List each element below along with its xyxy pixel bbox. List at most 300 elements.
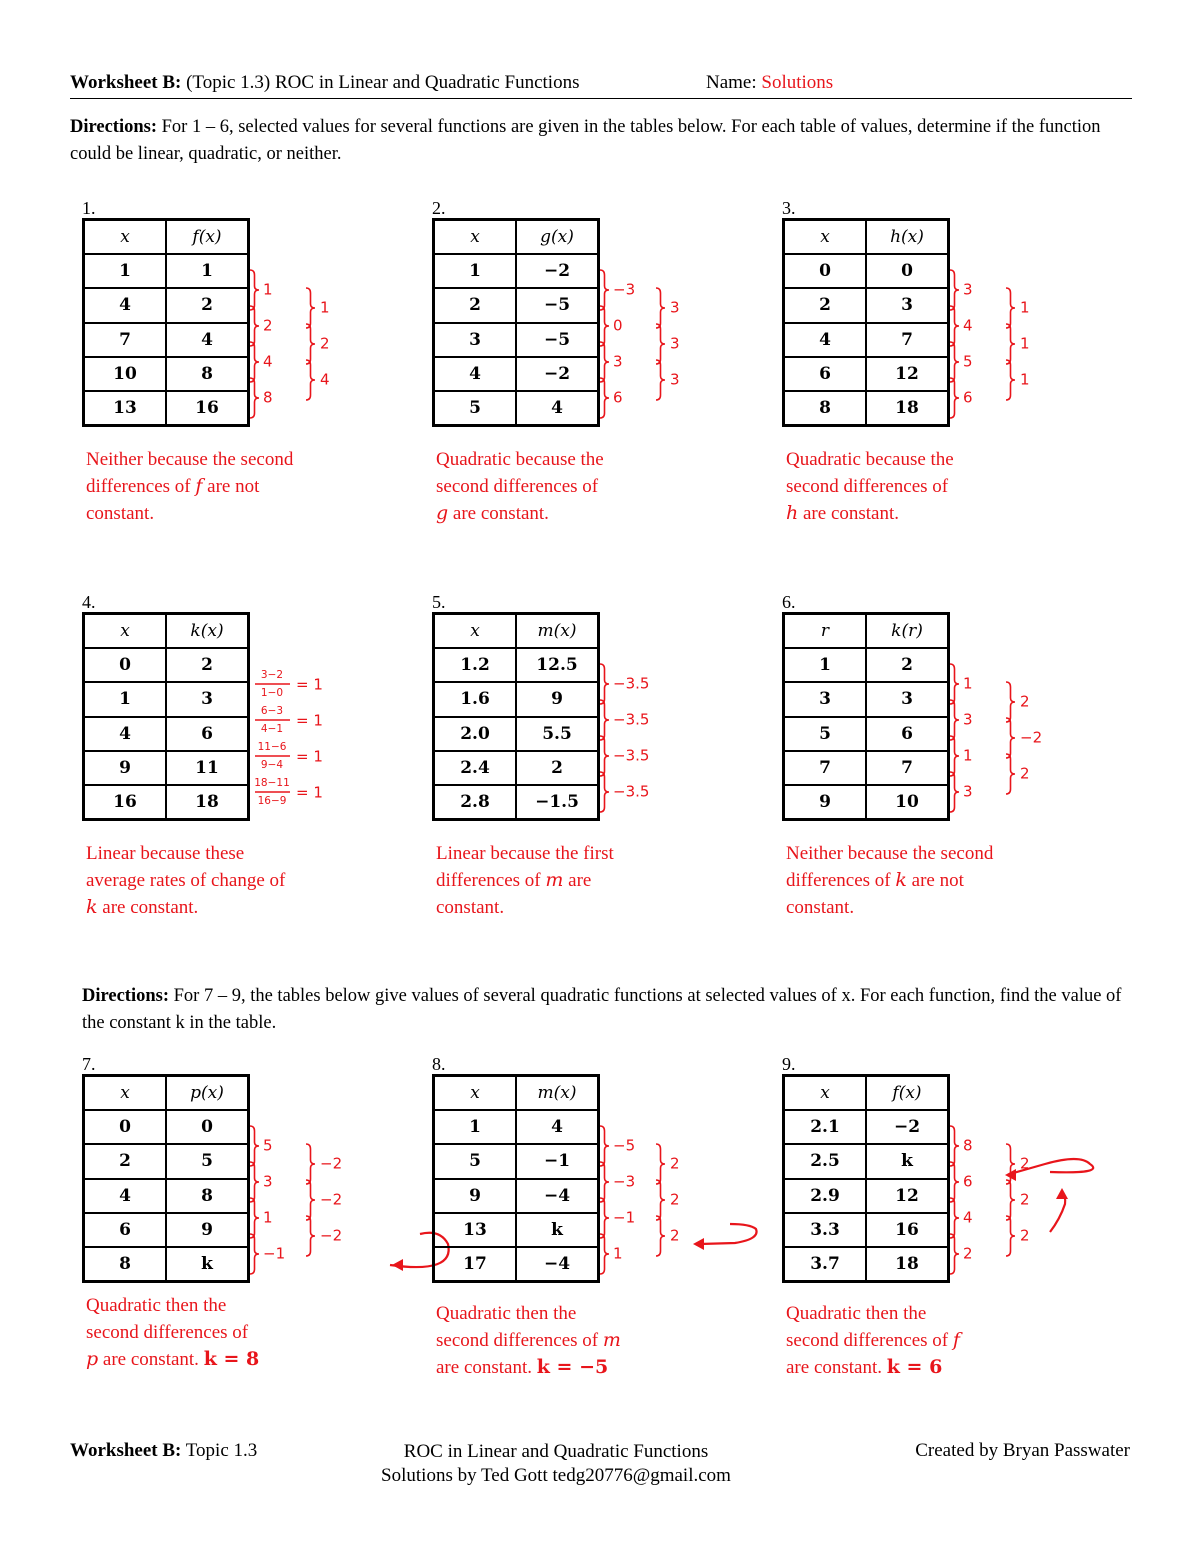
output-cell: −4 bbox=[516, 1179, 599, 1213]
directions-1 bbox=[70, 114, 1135, 168]
table-row bbox=[84, 751, 249, 785]
input-cell: 1 bbox=[84, 254, 167, 288]
answer-variable: h bbox=[786, 502, 799, 524]
answer-variable: p bbox=[86, 1348, 99, 1370]
page-header bbox=[70, 72, 1132, 99]
column-header-output: g(x) bbox=[516, 220, 599, 255]
input-cell: 6 bbox=[84, 1213, 167, 1247]
first-difference-label: −5 bbox=[613, 1136, 636, 1155]
answer-result: k = −5 bbox=[536, 1356, 609, 1378]
input-cell: 13 bbox=[84, 391, 167, 426]
first-difference-brace bbox=[600, 270, 609, 310]
problem-7-annotations bbox=[250, 1074, 450, 1314]
second-difference-brace bbox=[656, 288, 665, 328]
name-field bbox=[706, 72, 833, 94]
table-row bbox=[84, 648, 249, 682]
problem-9-annotations bbox=[950, 1074, 1150, 1314]
output-cell: 9 bbox=[516, 682, 599, 716]
table-row bbox=[434, 682, 599, 716]
input-cell: 2.1 bbox=[784, 1110, 867, 1144]
input-cell: 0 bbox=[784, 254, 867, 288]
input-cell: 2 bbox=[84, 1144, 167, 1178]
table-row bbox=[434, 391, 599, 426]
rate-denominator: 16−9 bbox=[257, 795, 287, 807]
answer-text: constant. bbox=[86, 503, 155, 524]
table-header-row bbox=[434, 614, 599, 649]
answer-text: differences of bbox=[786, 870, 896, 891]
output-cell: 5.5 bbox=[516, 717, 599, 751]
output-cell: 7 bbox=[866, 323, 949, 357]
input-cell: 1 bbox=[784, 648, 867, 682]
answer-text: are constant. bbox=[98, 1349, 204, 1370]
output-cell: k bbox=[866, 1144, 949, 1178]
problem-7-answer bbox=[86, 1292, 416, 1373]
second-difference-label: 2 bbox=[670, 1190, 680, 1209]
answer-text: differences of bbox=[436, 870, 546, 891]
average-rate-fraction bbox=[254, 777, 323, 807]
rate-denominator: 1−0 bbox=[260, 687, 284, 699]
table-row bbox=[84, 682, 249, 716]
problem-6-annotations bbox=[950, 612, 1150, 852]
table-row bbox=[84, 323, 249, 357]
table-header-row bbox=[84, 220, 249, 255]
input-cell: 4 bbox=[784, 323, 867, 357]
input-cell: 13 bbox=[434, 1213, 517, 1247]
first-difference-brace bbox=[250, 1234, 259, 1274]
first-difference-brace bbox=[250, 306, 259, 346]
problem-9-answer bbox=[786, 1300, 1116, 1381]
directions-1-label: Directions: bbox=[70, 117, 157, 137]
output-cell: 4 bbox=[516, 391, 599, 426]
output-cell: 2 bbox=[166, 648, 249, 682]
header-title: (Topic 1.3) ROC in Linear and Quadratic Functions bbox=[181, 72, 580, 93]
problem-8-table bbox=[432, 1074, 600, 1283]
rate-numerator: 6−3 bbox=[260, 705, 284, 717]
rate-value: = 1 bbox=[296, 675, 323, 694]
column-header-output: m(x) bbox=[516, 614, 599, 649]
answer-text: Linear because these bbox=[86, 843, 245, 864]
answer-text: Neither because the second bbox=[86, 449, 294, 470]
answer-text: second differences of bbox=[786, 1330, 953, 1351]
output-cell: −2 bbox=[866, 1110, 949, 1144]
first-difference-label: 3 bbox=[613, 352, 623, 371]
input-cell: 2 bbox=[784, 288, 867, 322]
problem-7-number: 7. bbox=[82, 1054, 96, 1074]
second-difference-label: 3 bbox=[670, 370, 680, 389]
problem-2-answer bbox=[436, 446, 766, 527]
column-header-output: m(x) bbox=[516, 1076, 599, 1111]
output-cell: 0 bbox=[166, 1110, 249, 1144]
backtrack-arrow bbox=[700, 1224, 757, 1244]
input-cell: 1 bbox=[84, 682, 167, 716]
problem-2-table bbox=[432, 218, 600, 427]
table-row bbox=[434, 648, 599, 682]
problem-8-answer bbox=[436, 1300, 766, 1381]
problem-4-table bbox=[82, 612, 250, 821]
table-row bbox=[434, 717, 599, 751]
first-difference-label: −1 bbox=[263, 1244, 286, 1263]
second-difference-label: 2 bbox=[1020, 692, 1030, 711]
table-header-row bbox=[84, 1076, 249, 1111]
directions-1-text: For 1 – 6, selected values for several functions are given in the tables below. For each table of values, determine if the function could be linear, quadratic, or neither. bbox=[70, 117, 1101, 164]
second-difference-brace bbox=[306, 324, 315, 364]
second-difference-brace bbox=[306, 360, 315, 400]
answer-text: Quadratic because the bbox=[436, 449, 604, 470]
column-header-input: x bbox=[84, 1076, 167, 1111]
column-header-input: x bbox=[84, 220, 167, 255]
rate-numerator: 3−2 bbox=[260, 669, 284, 681]
rate-denominator: 4−1 bbox=[260, 723, 284, 735]
answer-text: are constant. bbox=[436, 1357, 537, 1378]
table-header-row bbox=[784, 614, 949, 649]
answer-text: are not bbox=[202, 476, 260, 497]
second-difference-label: 1 bbox=[1020, 370, 1030, 389]
rate-value: = 1 bbox=[296, 711, 323, 730]
problem-9-number: 9. bbox=[782, 1054, 796, 1074]
table-row bbox=[784, 785, 949, 820]
answer-text: are constant. bbox=[448, 503, 549, 524]
first-difference-label: −3.5 bbox=[613, 674, 650, 693]
output-cell: 8 bbox=[166, 1179, 249, 1213]
answer-variable: k bbox=[895, 869, 907, 891]
input-cell: 16 bbox=[84, 785, 167, 820]
first-difference-brace bbox=[600, 342, 609, 382]
answer-variable: m bbox=[545, 869, 564, 891]
input-cell: 7 bbox=[784, 751, 867, 785]
answer-variable: f bbox=[952, 1329, 960, 1351]
table-row bbox=[784, 357, 949, 391]
table-row bbox=[434, 751, 599, 785]
column-header-output: f(x) bbox=[166, 220, 249, 255]
average-rate-fraction bbox=[255, 669, 323, 699]
name-value: Solutions bbox=[761, 72, 834, 93]
table-row bbox=[84, 391, 249, 426]
first-difference-label: 2 bbox=[963, 1244, 973, 1263]
column-header-input: r bbox=[784, 614, 867, 649]
rate-denominator: 9−4 bbox=[260, 759, 284, 771]
footer-center bbox=[300, 1440, 812, 1488]
first-difference-label: 1 bbox=[263, 280, 273, 299]
column-header-input: x bbox=[784, 1076, 867, 1111]
problem-4-number: 4. bbox=[82, 592, 96, 612]
first-difference-label: 3 bbox=[963, 280, 973, 299]
second-difference-brace bbox=[1006, 754, 1015, 794]
second-difference-brace bbox=[306, 1180, 315, 1220]
first-difference-brace bbox=[600, 700, 609, 740]
answer-text: are constant. bbox=[786, 1357, 887, 1378]
answer-text: are constant. bbox=[97, 897, 199, 918]
output-cell: −2 bbox=[516, 357, 599, 391]
table-row bbox=[784, 1110, 949, 1144]
second-difference-label: 3 bbox=[670, 334, 680, 353]
answer-text: are bbox=[563, 870, 592, 891]
problem-5-table bbox=[432, 612, 600, 821]
header-title-bold: Worksheet B: bbox=[70, 72, 182, 93]
table-row bbox=[784, 288, 949, 322]
output-cell: 2 bbox=[166, 288, 249, 322]
output-cell: 18 bbox=[166, 785, 249, 820]
table-row bbox=[434, 323, 599, 357]
second-difference-label: −2 bbox=[320, 1154, 343, 1173]
second-difference-brace bbox=[1006, 360, 1015, 400]
output-cell: 5 bbox=[166, 1144, 249, 1178]
column-header-input: x bbox=[784, 220, 867, 255]
first-difference-brace bbox=[600, 736, 609, 776]
problem-6-table bbox=[782, 612, 950, 821]
output-cell: 2 bbox=[866, 648, 949, 682]
table-row bbox=[84, 288, 249, 322]
second-difference-label: 2 bbox=[1020, 1226, 1030, 1245]
first-difference-brace bbox=[600, 378, 609, 418]
second-difference-brace bbox=[656, 360, 665, 400]
second-difference-brace bbox=[306, 288, 315, 328]
first-difference-label: 1 bbox=[963, 746, 973, 765]
answer-variable: m bbox=[602, 1329, 621, 1351]
first-difference-label: 1 bbox=[963, 674, 973, 693]
input-cell: 2 bbox=[434, 288, 517, 322]
input-cell: 2.0 bbox=[434, 717, 517, 751]
problem-4-answer bbox=[86, 840, 416, 921]
output-cell: 1 bbox=[166, 254, 249, 288]
rate-numerator: 11−6 bbox=[257, 741, 287, 753]
output-cell: 9 bbox=[166, 1213, 249, 1247]
output-cell: 18 bbox=[866, 1247, 949, 1282]
output-cell: 4 bbox=[516, 1110, 599, 1144]
answer-text: average rates of change of bbox=[86, 870, 286, 891]
problem-1-annotations bbox=[250, 218, 450, 458]
first-difference-brace bbox=[950, 378, 959, 418]
first-difference-brace bbox=[950, 270, 959, 310]
column-header-output: k(r) bbox=[866, 614, 949, 649]
backtrack-arrow-2-head bbox=[1056, 1188, 1068, 1199]
second-difference-label: −2 bbox=[320, 1190, 343, 1209]
output-cell: −4 bbox=[516, 1247, 599, 1282]
second-difference-brace bbox=[1006, 1216, 1015, 1256]
table-row bbox=[84, 357, 249, 391]
second-difference-label: 2 bbox=[670, 1226, 680, 1245]
output-cell: −2 bbox=[516, 254, 599, 288]
input-cell: 5 bbox=[434, 391, 517, 426]
problem-9-table bbox=[782, 1074, 950, 1283]
output-cell: 10 bbox=[866, 785, 949, 820]
output-cell: 3 bbox=[166, 682, 249, 716]
second-difference-label: 1 bbox=[320, 298, 330, 317]
answer-result: k = 6 bbox=[886, 1356, 943, 1378]
answer-text: Quadratic then the bbox=[436, 1303, 577, 1324]
first-difference-brace bbox=[250, 1162, 259, 1202]
answer-text: second differences of bbox=[436, 476, 599, 497]
table-row bbox=[784, 1179, 949, 1213]
answer-text: Neither because the second bbox=[786, 843, 994, 864]
second-difference-label: 1 bbox=[1020, 298, 1030, 317]
column-header-input: x bbox=[84, 614, 167, 649]
output-cell: 18 bbox=[866, 391, 949, 426]
output-cell: 2 bbox=[516, 751, 599, 785]
first-difference-label: 3 bbox=[963, 782, 973, 801]
problem-7-table bbox=[82, 1074, 250, 1283]
footer-left-text: Topic 1.3 bbox=[181, 1440, 258, 1461]
column-header-input: x bbox=[434, 220, 517, 255]
first-difference-brace bbox=[950, 306, 959, 346]
average-rate-fraction bbox=[255, 705, 323, 735]
rate-value: = 1 bbox=[296, 783, 323, 802]
second-difference-label: 2 bbox=[1020, 1190, 1030, 1209]
column-header-input: x bbox=[434, 1076, 517, 1111]
input-cell: 3 bbox=[784, 682, 867, 716]
input-cell: 3 bbox=[434, 323, 517, 357]
second-difference-label: 2 bbox=[320, 334, 330, 353]
table-row bbox=[434, 785, 599, 820]
first-difference-label: 6 bbox=[963, 1172, 973, 1191]
input-cell: 1.2 bbox=[434, 648, 517, 682]
first-difference-label: 0 bbox=[613, 316, 623, 335]
second-difference-brace bbox=[1006, 1180, 1015, 1220]
problem-2-number: 2. bbox=[432, 198, 446, 218]
second-difference-brace bbox=[656, 1144, 665, 1184]
first-difference-brace bbox=[250, 342, 259, 382]
footer-center-title: ROC in Linear and Quadratic Functions bbox=[403, 1441, 709, 1462]
first-difference-brace bbox=[950, 772, 959, 812]
input-cell: 5 bbox=[784, 717, 867, 751]
first-difference-brace bbox=[250, 1198, 259, 1238]
input-cell: 3.3 bbox=[784, 1213, 867, 1247]
table-row bbox=[434, 1213, 599, 1247]
table-row bbox=[434, 1247, 599, 1282]
answer-text: second differences of bbox=[86, 1322, 249, 1343]
input-cell: 1.6 bbox=[434, 682, 517, 716]
output-cell: −5 bbox=[516, 288, 599, 322]
second-difference-label: −2 bbox=[320, 1226, 343, 1245]
table-row bbox=[784, 1213, 949, 1247]
rate-numerator: 18−11 bbox=[254, 777, 290, 789]
problem-5-annotations bbox=[600, 612, 800, 852]
input-cell: 1 bbox=[434, 1110, 517, 1144]
table-row bbox=[434, 1110, 599, 1144]
second-difference-brace bbox=[306, 1144, 315, 1184]
output-cell: 3 bbox=[866, 682, 949, 716]
second-difference-brace bbox=[656, 1180, 665, 1220]
second-difference-brace bbox=[1006, 324, 1015, 364]
first-difference-label: −3.5 bbox=[613, 710, 650, 729]
output-cell: k bbox=[516, 1213, 599, 1247]
backtrack-arrow-head bbox=[392, 1259, 403, 1271]
table-row bbox=[784, 1144, 949, 1178]
second-difference-brace bbox=[656, 1216, 665, 1256]
input-cell: 2.8 bbox=[434, 785, 517, 820]
output-cell: −5 bbox=[516, 323, 599, 357]
input-cell: 0 bbox=[84, 1110, 167, 1144]
first-difference-brace bbox=[250, 270, 259, 310]
table-row bbox=[434, 254, 599, 288]
table-row bbox=[84, 254, 249, 288]
table-row bbox=[784, 323, 949, 357]
input-cell: 8 bbox=[84, 1247, 167, 1282]
problem-3-annotations bbox=[950, 218, 1150, 458]
input-cell: 9 bbox=[784, 785, 867, 820]
answer-text: second differences of bbox=[786, 476, 949, 497]
answer-text: are constant. bbox=[798, 503, 900, 524]
first-difference-label: −1 bbox=[613, 1208, 636, 1227]
directions-2-text: For 7 – 9, the tables below give values of several quadratic functions at selected values of x. For each function, find the value of the constant k in the table. bbox=[82, 986, 1122, 1033]
input-cell: 7 bbox=[84, 323, 167, 357]
answer-variable: k bbox=[86, 896, 98, 918]
first-difference-label: 4 bbox=[963, 316, 973, 335]
first-difference-brace bbox=[250, 378, 259, 418]
first-difference-brace bbox=[950, 1126, 959, 1166]
input-cell: 5 bbox=[434, 1144, 517, 1178]
answer-result: k = 8 bbox=[203, 1348, 260, 1370]
problem-3-answer bbox=[786, 446, 1116, 527]
second-difference-label: 2 bbox=[1020, 1154, 1030, 1173]
first-difference-label: 5 bbox=[963, 352, 973, 371]
first-difference-label: 1 bbox=[263, 1208, 273, 1227]
output-cell: 12 bbox=[866, 1179, 949, 1213]
output-cell: 7 bbox=[866, 751, 949, 785]
output-cell: k bbox=[166, 1247, 249, 1282]
input-cell: 6 bbox=[784, 357, 867, 391]
input-cell: 2.5 bbox=[784, 1144, 867, 1178]
input-cell: 8 bbox=[784, 391, 867, 426]
table-row bbox=[434, 288, 599, 322]
answer-variable: f bbox=[195, 475, 203, 497]
input-cell: 4 bbox=[84, 717, 167, 751]
output-cell: 8 bbox=[166, 357, 249, 391]
second-difference-label: 3 bbox=[670, 298, 680, 317]
table-header-row bbox=[784, 220, 949, 255]
first-difference-label: 1 bbox=[613, 1244, 623, 1263]
table-row bbox=[434, 357, 599, 391]
output-cell: 4 bbox=[166, 323, 249, 357]
second-difference-brace bbox=[1006, 682, 1015, 722]
input-cell: 4 bbox=[434, 357, 517, 391]
second-difference-label: 1 bbox=[1020, 334, 1030, 353]
table-header-row bbox=[784, 1076, 949, 1111]
table-row bbox=[84, 1247, 249, 1282]
problem-8-annotations bbox=[600, 1074, 800, 1314]
answer-text: Quadratic then the bbox=[86, 1295, 227, 1316]
first-difference-brace bbox=[950, 736, 959, 776]
table-row bbox=[784, 682, 949, 716]
problem-6-answer bbox=[786, 840, 1116, 921]
first-difference-label: −3 bbox=[613, 280, 636, 299]
problem-5-number: 5. bbox=[432, 592, 446, 612]
output-cell: 0 bbox=[866, 254, 949, 288]
column-header-output: f(x) bbox=[866, 1076, 949, 1111]
first-difference-brace bbox=[600, 1198, 609, 1238]
table-row bbox=[784, 391, 949, 426]
first-difference-label: 3 bbox=[963, 710, 973, 729]
input-cell: 4 bbox=[84, 288, 167, 322]
first-difference-brace bbox=[600, 1126, 609, 1166]
first-difference-brace bbox=[600, 664, 609, 704]
problem-4-annotations bbox=[250, 612, 450, 852]
answer-text: constant. bbox=[786, 897, 855, 918]
input-cell: 2.9 bbox=[784, 1179, 867, 1213]
output-cell: −1 bbox=[516, 1144, 599, 1178]
second-difference-brace bbox=[306, 1216, 315, 1256]
table-header-row bbox=[84, 614, 249, 649]
output-cell: 11 bbox=[166, 751, 249, 785]
table-header-row bbox=[434, 1076, 599, 1111]
table-header-row bbox=[434, 220, 599, 255]
first-difference-brace bbox=[600, 1162, 609, 1202]
rate-value: = 1 bbox=[296, 747, 323, 766]
first-difference-brace bbox=[250, 1126, 259, 1166]
input-cell: 4 bbox=[84, 1179, 167, 1213]
output-cell: 12.5 bbox=[516, 648, 599, 682]
first-difference-label: 8 bbox=[263, 388, 273, 407]
answer-text: Linear because the first bbox=[436, 843, 614, 864]
